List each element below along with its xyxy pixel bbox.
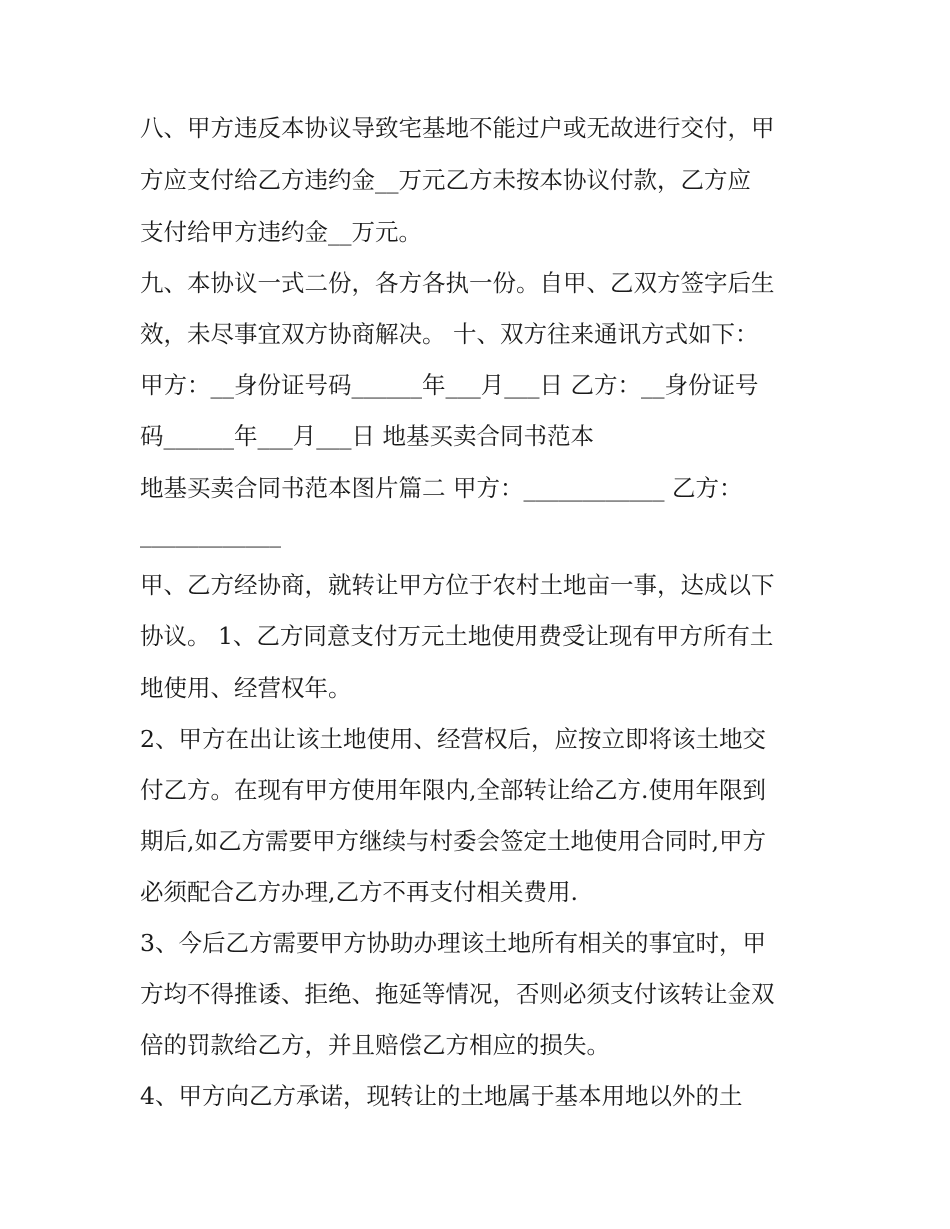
text-line: 地使用、经营权年。: [140, 674, 352, 702]
text-line: 必须配合乙方办理,乙方不再支付相关费用.: [140, 878, 578, 906]
text-line: 甲方：__身份证号码______年___月___日 乙方：__身份证号: [140, 371, 759, 399]
text-line: 4、甲方向乙方承诺，现转让的土地属于基本用地以外的土: [140, 1082, 743, 1110]
text-line: 方应支付给乙方违约金__万元乙方未按本协议付款，乙方应: [140, 166, 751, 194]
text-line: 期后,如乙方需要甲方继续与村委会签定土地使用合同时,甲方: [140, 827, 766, 855]
text-line: 地基买卖合同书范本图片篇二 甲方：____________ 乙方：: [140, 474, 743, 502]
text-line: 八、甲方违反本协议导致宅基地不能过户或无故进行交付，甲: [140, 114, 775, 142]
text-line: 付乙方。在现有甲方使用年限内,全部转让给乙方.使用年限到: [140, 776, 766, 804]
text-line: 九、本协议一式二份，各方各执一份。自甲、乙双方签字后生: [140, 269, 775, 297]
text-line: 方均不得推诿、拒绝、拖延等情况，否则必须支付该转让金双: [140, 980, 775, 1008]
text-line: 码______年___月___日 地基买卖合同书范本: [140, 422, 594, 450]
text-line: 协议。 1、乙方同意支付万元土地使用费受让现有甲方所有土: [140, 622, 774, 650]
text-line: 倍的罚款给乙方，并且赔偿乙方相应的损失。: [140, 1031, 610, 1059]
text-line: 效，未尽事宜双方协商解决。 十、双方往来通讯方式如下：: [140, 320, 759, 348]
text-line: 甲、乙方经协商，就转让甲方位于农村土地亩一事，达成以下: [140, 571, 775, 599]
text-line: 3、今后乙方需要甲方协助办理该土地所有相关的事宜时，甲: [140, 929, 766, 957]
text-line: ____________: [140, 520, 281, 548]
text-line: 支付给甲方违约金__万元。: [140, 218, 422, 246]
text-line: 2、甲方在出让该土地使用、经营权后，应按立即将该土地交: [140, 725, 766, 753]
